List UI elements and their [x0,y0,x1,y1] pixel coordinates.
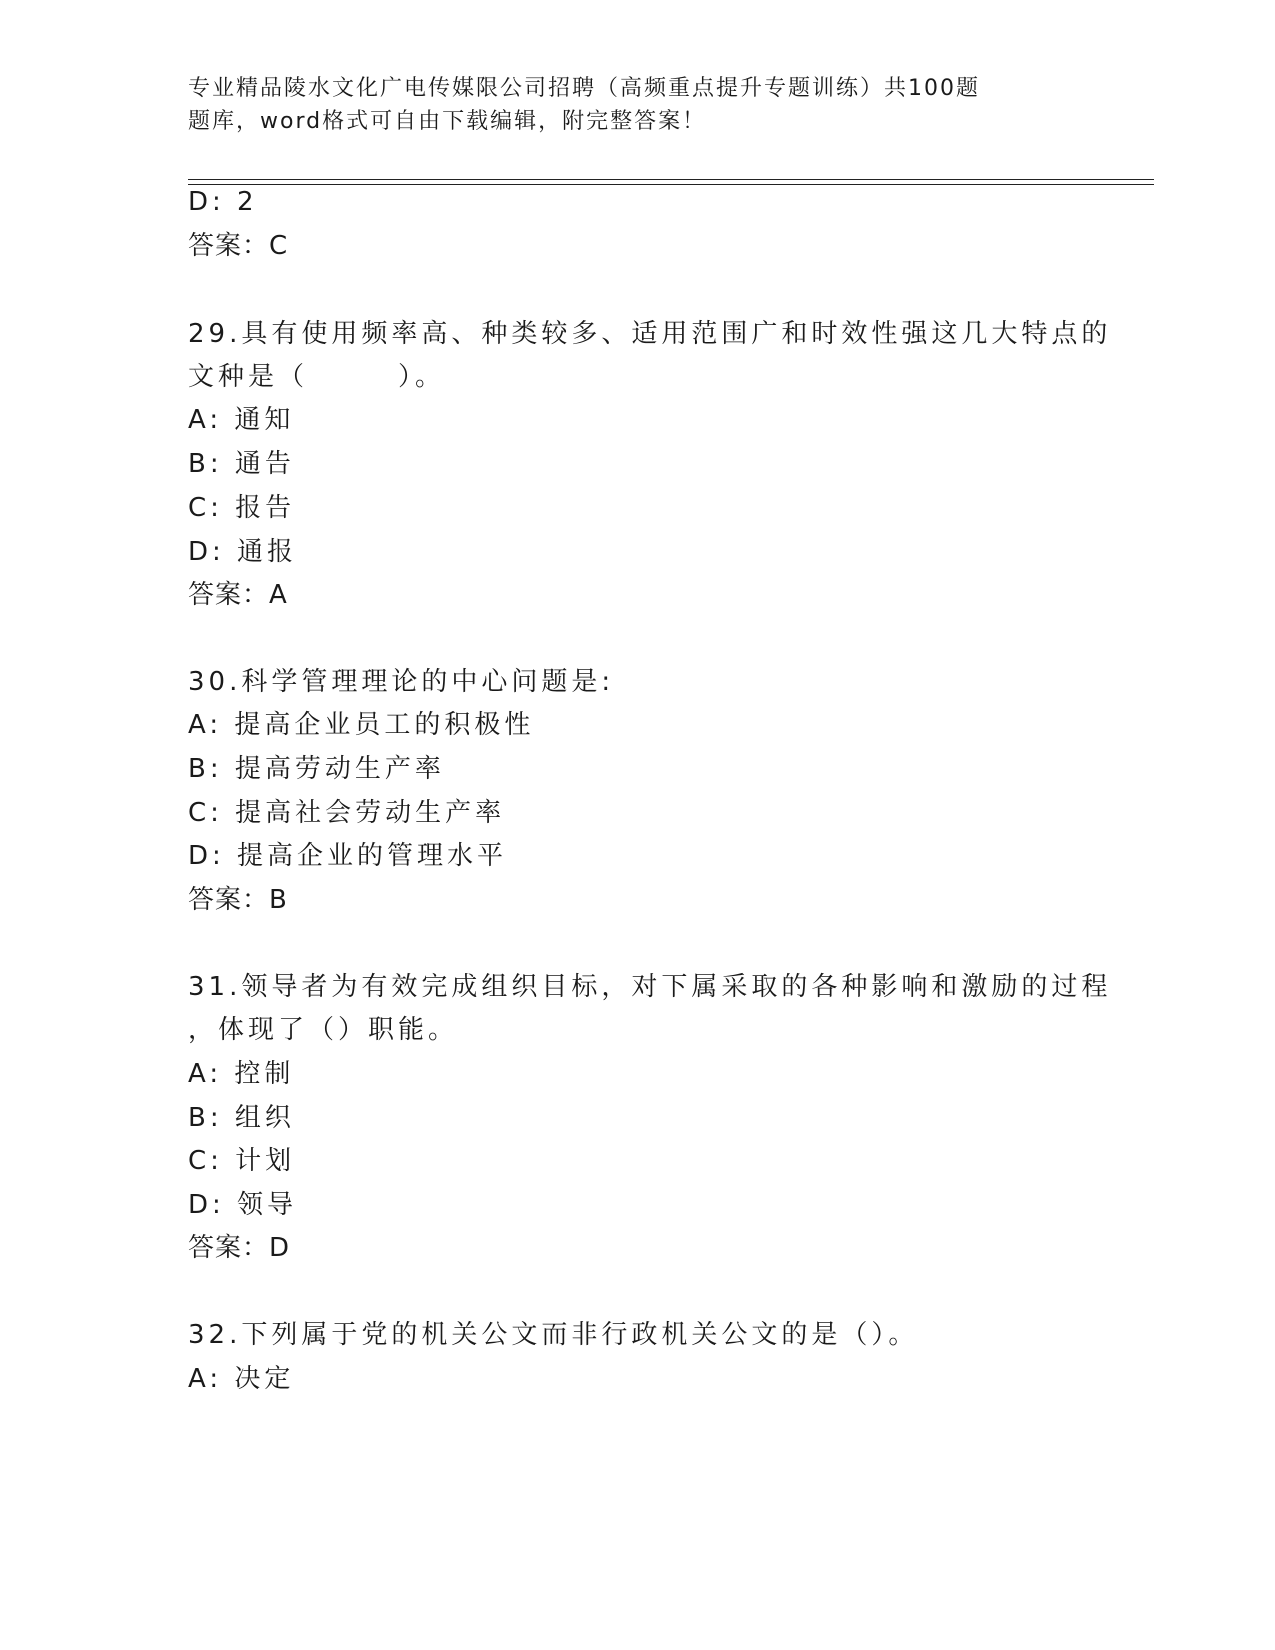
header-rule-bottom [188,184,1154,185]
question-32-option-a: A: 决定 [188,1364,295,1394]
option-d: D: 2 [188,187,258,217]
question-31-option-d: D: 领导 [188,1190,298,1220]
question-29-option-b: B: 通告 [188,449,295,479]
question-31-text-cont: ，体现了（）职能。 [188,1015,459,1045]
header-rule-top [188,179,1154,180]
question-29-text-cont: 文种是（ ）。 [188,362,446,392]
question-31-option-a: A: 控制 [188,1059,295,1089]
question-29-option-d: D: 通报 [188,537,298,567]
question-31-text: 31.领导者为有效完成组织目标，对下属采取的各种影响和激励的过程 [188,972,1112,1002]
question-32-text: 32.下列属于党的机关公文而非行政机关公文的是（）。 [188,1320,919,1350]
question-31-answer: 答案：D [188,1233,291,1263]
question-30-option-c: C: 提高社会劳动生产率 [188,798,506,828]
question-30-option-b: B: 提高劳动生产率 [188,754,445,784]
question-31-option-c: C: 计划 [188,1146,296,1176]
question-31-option-b: B: 组织 [188,1103,295,1133]
question-30-text: 30.科学管理理论的中心问题是: [188,667,615,697]
question-29-answer: 答案：A [188,580,288,610]
question-30-option-a: A: 提高企业员工的积极性 [188,710,535,740]
answer-line: 答案：C [188,231,289,261]
question-30-option-d: D: 提高企业的管理水平 [188,841,508,871]
header-line-1: 专业精品陵水文化广电传媒限公司招聘（高频重点提升专题训练）共100题 [188,76,980,101]
page-header [188,72,1028,138]
question-30-answer: 答案：B [188,885,288,915]
question-29-text: 29.具有使用频率高、种类较多、适用范围广和时效性强这几大特点的 [188,319,1112,349]
header-line-2: 题库，word格式可自由下载编辑，附完整答案！ [188,109,707,134]
question-29-option-c: C: 报告 [188,493,296,523]
question-29-option-a: A: 通知 [188,405,295,435]
